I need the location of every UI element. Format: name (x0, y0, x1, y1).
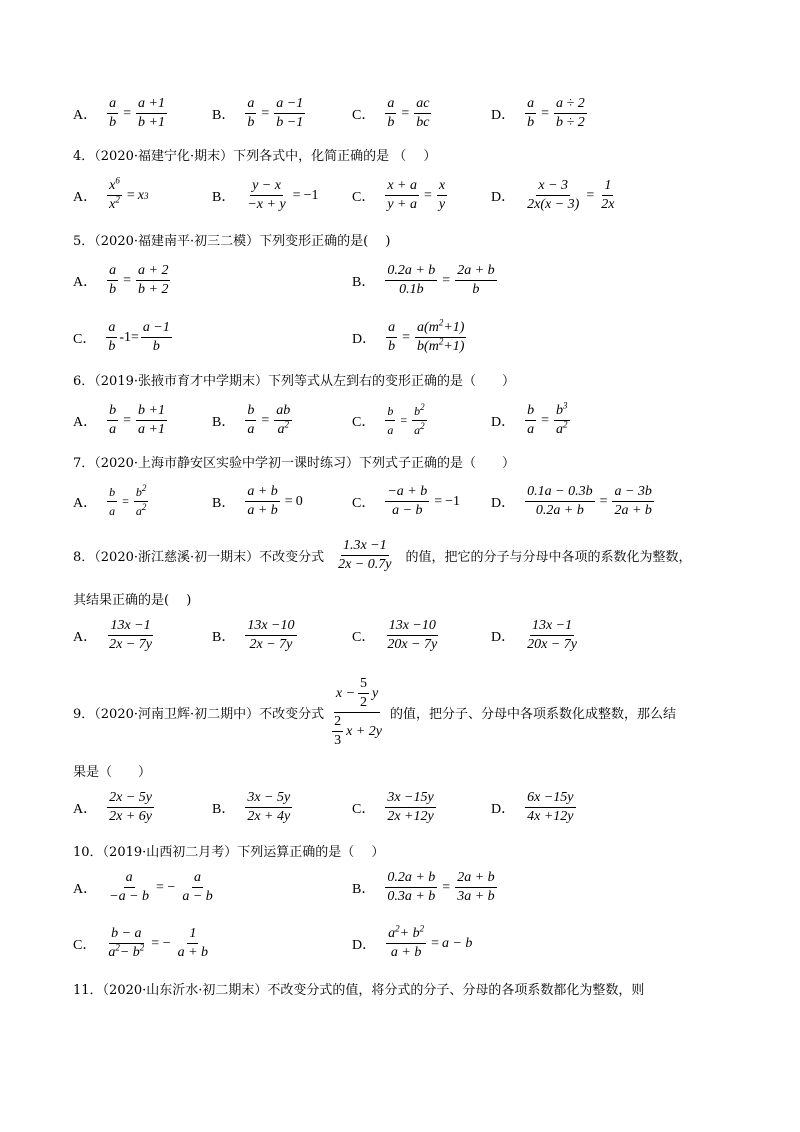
denominator: b (109, 115, 117, 130)
denominator: b + 2 (138, 282, 169, 297)
equals: = (541, 412, 550, 428)
numerator: ab (274, 403, 292, 421)
numerator: 0.2a + b (385, 870, 437, 888)
q4-option-b (212, 178, 318, 213)
denominator: b (387, 115, 395, 130)
q6-option-b (212, 403, 294, 438)
option-label: A． (73, 629, 98, 645)
numerator: b (245, 403, 256, 421)
numerator: a (386, 320, 397, 338)
option-label: D． (352, 331, 377, 347)
option-label: D． (352, 937, 377, 953)
numerator: −a + b (385, 484, 429, 502)
equals-minus: = − (156, 879, 176, 895)
numerator: a (107, 96, 118, 114)
denominator: 2x − 0.7y (338, 557, 392, 572)
numerator: ac (414, 96, 431, 114)
q6-stem: 6．（2019·张掖市育才中学期末）下列等式从左到右的变形正确的是（ ） (73, 374, 515, 389)
denominator: 4x +12y (527, 809, 574, 824)
numerator: a (245, 96, 256, 114)
option-label: C． (352, 107, 376, 123)
option-label: B． (212, 107, 236, 123)
numerator: 0.2a + b (385, 263, 437, 281)
equals: = (261, 105, 270, 121)
equals: = (434, 493, 443, 509)
option-label: C． (352, 629, 376, 645)
numerator: a −1 (274, 96, 305, 114)
option-label: D． (491, 107, 516, 123)
equals: = (442, 879, 451, 895)
numerator: a (124, 870, 135, 888)
option-label: A． (73, 495, 98, 511)
minus-one-equals: -1= (119, 329, 139, 345)
denominator: 0.1b (399, 282, 424, 297)
option-label: A． (73, 189, 98, 205)
q9-stem-pre: 9．（2020·河南卫辉·初二期中）不改变分式 (73, 707, 325, 722)
q4-option-a: A． $\frac{x^6}{x^2}$ = x 3 (73, 175, 149, 212)
numerator: b (525, 403, 536, 421)
denominator: a (109, 422, 117, 437)
numerator: a + b (245, 484, 279, 502)
denominator: 2x (601, 197, 615, 212)
numerator: a (106, 320, 117, 338)
numerator: a (107, 263, 118, 281)
numerator: y − x (250, 178, 283, 196)
numerator: 3x − 5y (245, 790, 292, 808)
equals: = (424, 187, 432, 203)
denominator: a (387, 423, 394, 437)
denominator: 2x + 4y (247, 809, 291, 824)
numerator: 2a + b (455, 870, 496, 888)
equals: = (402, 329, 411, 345)
numerator: 13x −1 (530, 618, 574, 636)
q10-option-a (73, 870, 217, 905)
numerator: 13x −10 (387, 618, 438, 636)
numerator: a −1 (141, 320, 172, 338)
numerator: 2a + b (455, 263, 496, 281)
rhs: 0 (295, 493, 303, 509)
q10-option-c (73, 926, 212, 961)
denominator: 20x − 7y (387, 637, 438, 652)
q4-option-d (491, 178, 618, 213)
option-label: A． (73, 414, 98, 430)
q8-stem (73, 538, 692, 573)
numerator: a ÷ 2 (554, 96, 587, 114)
denominator: 2x − 7y (109, 637, 152, 652)
denominator: $b(m^2+1)$ (417, 336, 465, 354)
q7-stem: 7．（2020·上海市静安区实验中学初一课时练习）下列式子正确的是（ ） (73, 456, 515, 471)
rhs: a − b (441, 935, 473, 951)
numerator: $a(m^2+1)$ (415, 320, 466, 338)
denominator: b +1 (138, 115, 165, 130)
equals: = (122, 494, 129, 508)
denominator: 3a + b (457, 889, 495, 904)
option-label: B． (212, 801, 236, 817)
denominator: 0.2a + b (535, 503, 584, 518)
numerator: $b^2$ (134, 484, 149, 502)
numerator: $b^3$ (554, 403, 570, 421)
denominator: b −1 (276, 115, 304, 130)
numerator: x + a (385, 178, 419, 196)
numerator: a + 2 (136, 263, 170, 281)
denominator: b (527, 115, 535, 130)
numerator: 1 (187, 926, 198, 944)
q3-option-d (491, 96, 589, 131)
numerator: x (437, 178, 447, 196)
denominator: 2x + 6y (109, 809, 152, 824)
q5-option-a (73, 263, 172, 298)
numerator: x − 3 (536, 178, 570, 196)
numerator: 13x −10 (245, 618, 296, 636)
denominator: a − b (392, 503, 423, 518)
denominator: 20x − 7y (527, 637, 577, 652)
q10-option-d (352, 923, 473, 961)
numerator: b +1 (136, 403, 167, 421)
equals: = (401, 105, 410, 121)
denominator: b (247, 115, 255, 130)
q6-option-d (491, 400, 572, 438)
equals: = (123, 412, 132, 428)
q5-option-c (73, 320, 174, 355)
option-label: C． (73, 331, 97, 347)
equals: = (541, 105, 550, 121)
numerator: b (107, 484, 117, 502)
numerator: $b^2$ (412, 403, 427, 421)
equals: = (431, 935, 439, 951)
q7-option-b (212, 484, 303, 519)
denominator: b (388, 339, 396, 354)
denominator: a +1 (138, 422, 165, 437)
numerator: a (192, 870, 203, 888)
option-label: A． (73, 274, 98, 290)
denominator: −a − b (109, 889, 150, 904)
q6-option-a (73, 403, 169, 438)
equals: = (123, 272, 132, 288)
denominator: b ÷ 2 (556, 115, 585, 130)
q5-option-b (352, 263, 499, 298)
equals: = (126, 187, 135, 203)
numerator: 0.1a − 0.3b (525, 484, 594, 502)
denominator: 2a + b (614, 503, 652, 518)
complex-denominator: $\frac{2}{3}$ x + 2y (334, 714, 382, 748)
option-label: A． (73, 107, 98, 123)
q6-option-c (352, 403, 429, 438)
q3-option-a (73, 96, 169, 131)
option-label: D． (491, 189, 516, 205)
denominator: $a^2- b^2$ (108, 942, 145, 960)
q10-option-b (352, 870, 499, 905)
equals: = (261, 412, 270, 428)
denominator: y + a (387, 197, 418, 212)
q7-option-c (352, 484, 460, 519)
numerator: a − 3b (612, 484, 653, 502)
q8-stem-pre: 8．（2020·浙江慈溪·初一期末）不改变分式 (73, 550, 325, 565)
numerator: 3x −15y (385, 790, 435, 808)
equals: = (400, 413, 408, 427)
denominator: $a^2$ (414, 421, 425, 437)
denominator: 2x(x − 3) (527, 197, 580, 212)
numerator: $a^2+ b^2$ (386, 926, 426, 944)
numerator: b (385, 403, 395, 421)
denominator: $a^2$ (135, 502, 147, 518)
denominator: 2x +12y (387, 809, 434, 824)
denominator: a + b (247, 503, 278, 518)
denominator: −x + y (247, 197, 286, 212)
denominator: a (247, 422, 255, 437)
q7-option-a (73, 484, 150, 519)
denominator: 2x − 7y (249, 637, 293, 652)
numerator: a +1 (136, 96, 167, 114)
option-label: C． (352, 801, 376, 817)
option-label: A． (73, 881, 98, 897)
equals: = (586, 187, 595, 203)
numerator: b − a (109, 926, 143, 944)
q4-stem: 4．（2020·福建宁化·期末）下列各式中，化简正确的是 （ ） (73, 149, 437, 164)
numerator: $x^6$ (107, 178, 122, 196)
option-label: B． (212, 414, 236, 430)
option-label: B． (212, 495, 236, 511)
rhs: x (137, 187, 144, 203)
equals: = (599, 493, 608, 509)
denominator: b (472, 282, 480, 297)
denominator: $x^2$ (109, 194, 120, 212)
denominator: y (438, 197, 446, 212)
option-label: D． (491, 495, 516, 511)
equals: = (284, 493, 293, 509)
q9-option-c (352, 790, 438, 825)
q4-option-c (352, 178, 449, 213)
q9-option-b (212, 790, 294, 825)
option-label: D． (491, 801, 516, 817)
numerator: 13x −1 (108, 618, 152, 636)
numerator: 6x −15y (525, 790, 575, 808)
denominator: a + b (177, 945, 209, 960)
numerator: a (385, 96, 396, 114)
option-label: B． (212, 629, 236, 645)
option-label: D． (491, 414, 516, 430)
q9-option-a (73, 790, 156, 825)
q8-option-c (352, 618, 441, 653)
denominator: a − b (182, 889, 213, 904)
complex-numerator: x − $\frac{5}{2}$ y (334, 676, 380, 713)
q3-option-b (212, 96, 307, 131)
denominator: bc (416, 115, 430, 130)
equals: = (123, 105, 132, 121)
q8-option-b (212, 618, 299, 653)
equals: = (442, 272, 451, 288)
q10-stem: 10．（2019·山西初二月考）下列运算正确的是（ ） (73, 845, 385, 860)
option-label: C． (73, 937, 97, 953)
option-label: C． (352, 189, 376, 205)
numerator: a (525, 96, 536, 114)
q8-option-a (73, 618, 156, 653)
equals-minus: = − (151, 935, 171, 951)
q9-stem-line2: 果是（ ） (73, 765, 152, 780)
q8-stem-post: 的值，把它的分子与分母中各项的系数化为整数， (405, 550, 692, 565)
q8-stem-line2: 其结果正确的是( ) (73, 593, 192, 608)
denominator: a (109, 504, 116, 518)
denominator: $a^2$ (556, 419, 568, 437)
numerator: b (107, 403, 118, 421)
denominator: $a^2$ (277, 419, 289, 437)
q3-option-c (352, 96, 433, 131)
denominator: b (108, 339, 116, 354)
option-label: C． (352, 495, 376, 511)
denominator: b (152, 339, 160, 354)
q8-option-d (491, 618, 581, 653)
numerator: 1.3x −1 (341, 538, 389, 556)
q9-option-d (491, 790, 578, 825)
option-label: C． (352, 414, 376, 430)
q11-stem: 11．（2020·山东沂水·初二期末）不改变分式的值，将分式的分子、分母的各项系数都化为整数，则 (73, 983, 645, 998)
denominator: a (527, 422, 535, 437)
q9-stem-post: 的值，把分子、分母中各项系数化成整数，那么结 (390, 707, 677, 722)
denominator: a + b (390, 945, 422, 960)
denominator: b (109, 282, 117, 297)
numerator: 2x − 5y (107, 790, 154, 808)
option-label: B． (352, 274, 376, 290)
equals: = (292, 187, 301, 203)
q5-stem: 5．（2020·福建南平·初三二模）下列变形正确的是( ) (73, 234, 391, 249)
option-label: D． (491, 629, 516, 645)
rhs: −1 (445, 493, 461, 509)
q5-option-d (352, 317, 468, 355)
q9-stem (73, 676, 676, 749)
option-label: B． (352, 881, 376, 897)
numerator: 1 (602, 178, 613, 196)
option-label: A． (73, 801, 98, 817)
denominator: 0.3a + b (387, 889, 436, 904)
option-label: B． (212, 189, 236, 205)
rhs: −1 (303, 187, 319, 203)
q7-option-d (491, 484, 656, 519)
